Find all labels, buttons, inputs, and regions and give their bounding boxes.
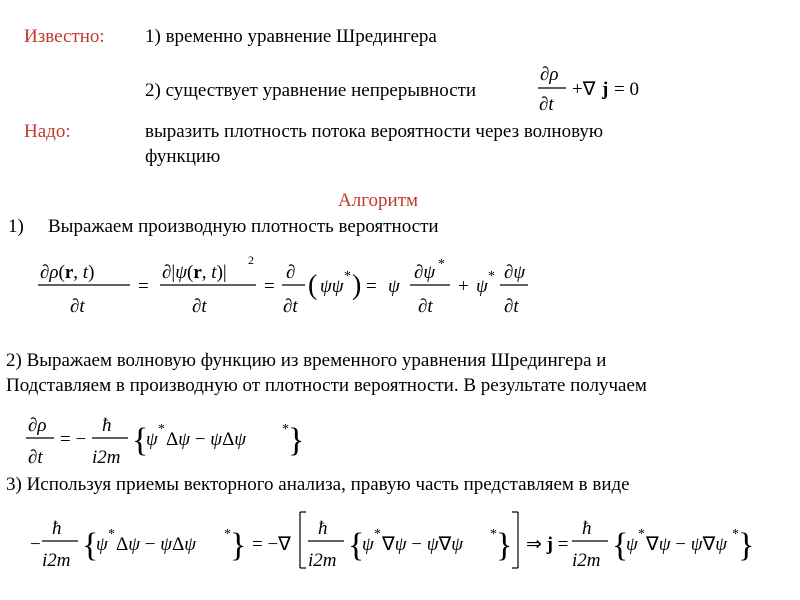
svg-text:∂ρ: ∂ρ [28,415,47,436]
formula-1 [30,250,530,320]
svg-text:*: * [638,527,645,542]
svg-text:Δψ − ψΔψ: Δψ − ψΔψ [166,429,247,450]
step-2-line-1: 2) Выражаем волновую функцию из временного уравнения Шредингера и [6,350,607,371]
svg-text:*: * [438,257,445,272]
svg-text:*: * [158,422,165,437]
svg-text:}: } [230,527,247,564]
continuity-equation [530,60,660,120]
svg-text:*: * [344,269,351,284]
formula-3 [30,508,760,573]
svg-text:∂t: ∂t [539,94,554,115]
svg-text:= −∇: = −∇ [252,534,291,555]
svg-text:i2m: i2m [92,447,121,468]
svg-text:∂ψ: ∂ψ [504,262,526,283]
need-text-line-1: выразить плотность потока вероятности через волновую [145,121,604,142]
svg-text:∂t: ∂t [418,296,433,317]
svg-text:Δψ − ψΔψ: Δψ − ψΔψ [116,534,197,555]
svg-text:−: − [30,534,41,555]
svg-text:=: = [138,276,149,297]
need-text-line-2: функцию [145,146,221,167]
svg-text:∂t: ∂t [70,296,85,317]
given-label: Известно: [24,26,105,47]
svg-text:i2m: i2m [572,550,601,571]
svg-text:ψ: ψ [388,276,400,297]
svg-text:∂ψ: ∂ψ [414,262,436,283]
svg-text:ħ: ħ [102,415,112,436]
svg-text:i2m: i2m [42,550,71,571]
svg-text:= −: = − [60,429,87,450]
svg-text:∂: ∂ [286,262,296,283]
svg-text:⇒ j =: ⇒ j = [526,534,569,555]
svg-text:*: * [282,422,289,437]
svg-text:ħ: ħ [582,518,592,539]
svg-text:+∇: +∇ [572,79,596,100]
svg-text:∇ψ − ψ∇ψ: ∇ψ − ψ∇ψ [382,534,464,555]
svg-text:}: } [288,422,305,459]
algorithm-title: Алгоритм [338,190,419,211]
svg-text:ψψ: ψψ [320,276,344,297]
svg-text:ψ: ψ [476,276,488,297]
svg-text:∂ρ(r, t): ∂ρ(r, t) [40,262,95,283]
svg-text:∂t: ∂t [283,296,298,317]
svg-text:∂t: ∂t [504,296,519,317]
svg-text:ψ: ψ [362,534,374,555]
step-1-number: 1) [8,216,24,237]
svg-text:=: = [366,276,377,297]
step-1-text: Выражаем производную плотность вероятности [48,216,439,237]
svg-text:i2m: i2m [308,550,337,571]
svg-text:∂ρ: ∂ρ [540,64,559,85]
svg-text:∂|ψ(r, t)|: ∂|ψ(r, t)| [162,262,227,283]
svg-text:{: { [348,527,365,564]
svg-text:}: } [738,527,755,564]
svg-text:= 0: = 0 [614,79,639,100]
svg-text:}: } [496,527,513,564]
formula-2 [20,405,320,470]
svg-text:{: { [132,422,149,459]
svg-text:ψ: ψ [626,534,638,555]
svg-text:ħ: ħ [52,518,62,539]
svg-text:ψ: ψ [96,534,108,555]
svg-text:+: + [458,276,469,297]
svg-text:∂t: ∂t [28,447,43,468]
svg-text:{: { [82,527,99,564]
svg-text:*: * [374,527,381,542]
svg-text:*: * [490,527,497,542]
svg-text:∇ψ − ψ∇ψ: ∇ψ − ψ∇ψ [646,534,728,555]
step-2-line-2: Подставляем в производную от плотности вероятности. В результате получаем [6,375,647,396]
svg-text:(: ( [308,270,318,301]
svg-text:*: * [224,527,231,542]
step-3-text: 3) Используя приемы векторного анализа, правую часть представляем в виде [6,474,630,495]
svg-text:ψ: ψ [146,429,158,450]
svg-text:2: 2 [248,253,254,267]
svg-text:*: * [108,527,115,542]
given-item-1: 1) временно уравнение Шредингера [145,26,437,47]
svg-text:*: * [488,269,495,284]
svg-text:{: { [612,527,629,564]
svg-text:j: j [602,79,609,100]
given-item-2: 2) существует уравнение непрерывности [145,80,477,101]
svg-text:=: = [264,276,275,297]
svg-text:*: * [732,527,739,542]
need-label: Надо: [24,121,71,142]
svg-text:ħ: ħ [318,518,328,539]
svg-text:∂t: ∂t [192,296,207,317]
svg-text:): ) [352,270,362,301]
